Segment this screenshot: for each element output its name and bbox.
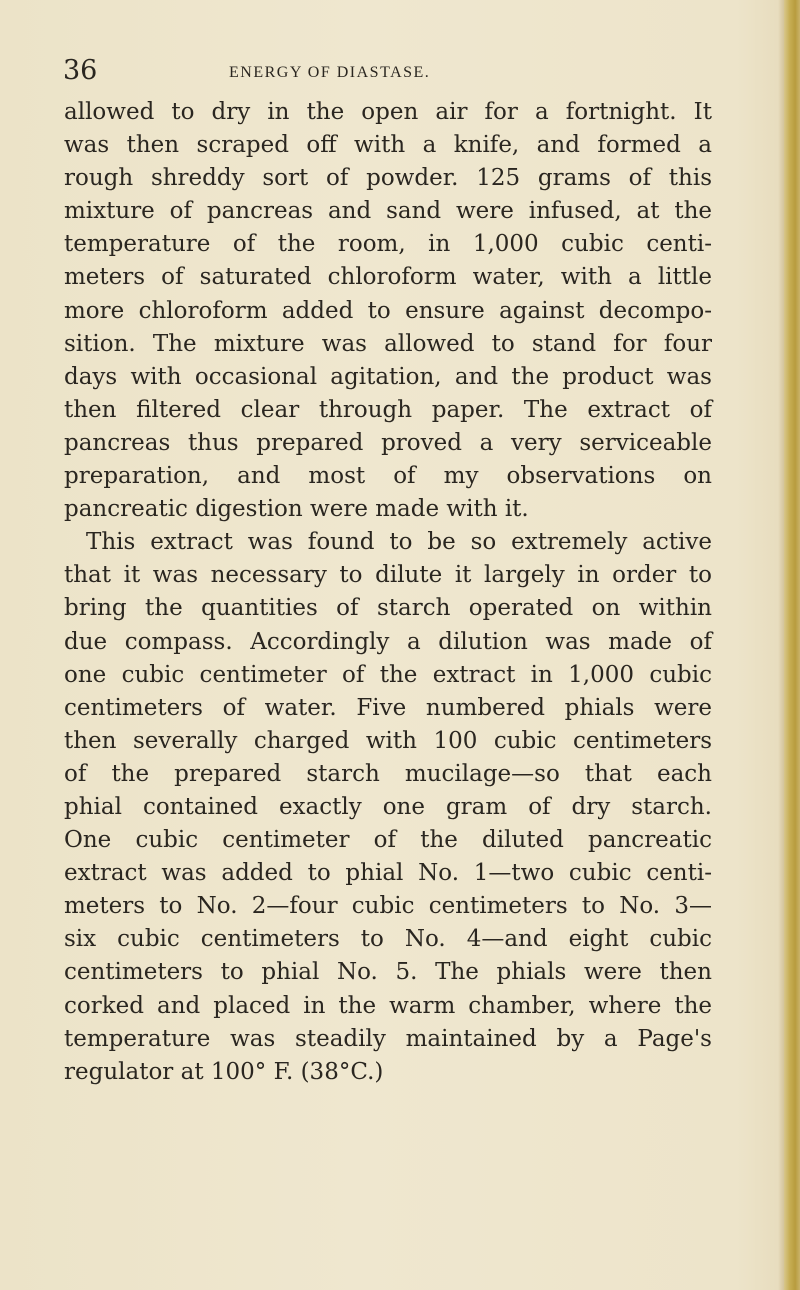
text-line: of the prepared starch mucilage—so that each (64, 760, 712, 787)
text-line: allowed to dry in the open air for a fortnight. It (64, 99, 712, 125)
text-line: preparation, and most of my observations on (64, 463, 712, 490)
page-number: 36 (63, 55, 98, 86)
text-line: was then scraped off with a knife, and formed a (64, 132, 712, 159)
text-line: mixture of pancreas and sand were infused, at the (64, 198, 712, 225)
text-line: bring the quantities of starch operated on within (64, 595, 712, 622)
body-text (64, 96, 712, 1089)
text-line: pancreas thus prepared proved a very serviceable (64, 429, 712, 456)
text-line: then filtered clear through paper. The extract of (64, 396, 712, 423)
text-line: pancreatic digestion were made with it. (64, 496, 529, 523)
text-line: sition. The mixture was allowed to stand for four (64, 330, 712, 357)
text-line: more chloroform added to ensure against decompo- (64, 297, 712, 324)
text-line: meters of saturated chloroform water, with a little (64, 264, 712, 291)
text-line: days with occasional agitation, and the product was (64, 363, 712, 390)
text-line: temperature was steadily maintained by a Page's (64, 1025, 712, 1052)
text-line: regulator at 100° F. (38°C.) (64, 1058, 384, 1085)
text-line: phial contained exactly one gram of dry starch. (64, 793, 712, 820)
text-line: rough shreddy sort of powder. 125 grams of this (64, 165, 712, 192)
running-title: ENERGY OF DIASTASE. (229, 64, 431, 81)
text-line: corked and placed in the warm chamber, where the (64, 992, 712, 1019)
text-line: temperature of the room, in 1,000 cubic centi- (64, 231, 712, 258)
text-line: One cubic centimeter of the diluted pancreatic (64, 827, 712, 854)
text-line: meters to No. 2—four cubic centimeters to No. 3— (64, 893, 712, 920)
text-line: one cubic centimeter of the extract in 1,000 cubic (64, 661, 712, 688)
text-line: centimeters of water. Five numbered phials were (64, 694, 712, 721)
text-line: six cubic centimeters to No. 4—and eight cubic (64, 926, 712, 953)
text-line: due compass. Accordingly a dilution was made of (64, 628, 712, 655)
text-line: This extract was found to be so extremely active (86, 529, 712, 556)
page-edge (784, 0, 800, 1290)
page-header (63, 56, 713, 96)
text-line: extract was added to phial No. 1—two cubic centi- (64, 860, 712, 887)
text-line: centimeters to phial No. 5. The phials were then (64, 959, 712, 986)
text-line: that it was necessary to dilute it largely in order to (64, 562, 712, 589)
text-line: then severally charged with 100 cubic centimeters (64, 727, 712, 754)
